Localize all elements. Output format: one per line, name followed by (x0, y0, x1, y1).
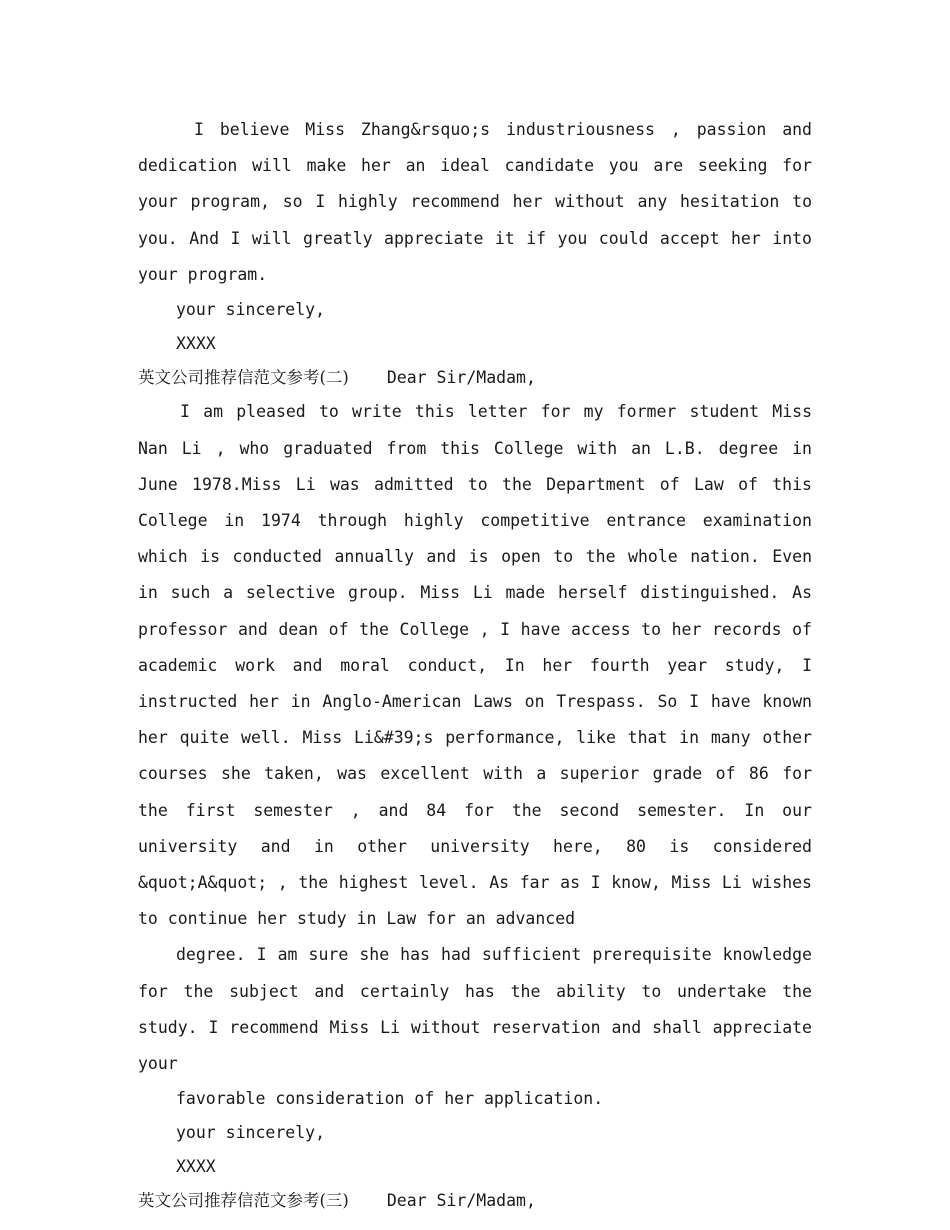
section2-paragraph1: I am pleased to write this letter for my former student Miss Nan Li , who graduated from this College with an L.B. degree in June 1978.Miss Li was admitted to the Department of Law of this College in 1974 through highly competitive entrance examination which is conducted annually and is open to the whole nation. Even in such a selective group. Miss Li made herself distinguished. As professor and dean of the College , I have access to her records of academic work and moral conduct, In her fourth year study, I instructed her in Anglo-American Laws on Trespass. So I have known her quite well. Miss Li&#39;s performance, like that in many other courses she taken, was excellent with a superior grade of 86 for the first semester , and 84 for the second semester. In our university and in other university here, 80 is considered &quot;A&quot; , the highest level. As far as I know, Miss Li wishes to continue her study in Law for an advanced (138, 402, 812, 929)
section2-closing: your sincerely, (176, 1123, 326, 1143)
section2-signature: XXXX (176, 1156, 216, 1176)
section2-heading (138, 361, 812, 395)
section2-paragraph2: degree. I am sure she has had sufficient prerequisite knowledge for the subject and certainly has the ability to undertake the study. I recommend Miss Li without reservation and shall appreciate your (138, 945, 812, 1074)
letter1-paragraph: I believe Miss Zhang&rsquo;s industriousness , passion and dedication will make her an ideal candidate you are seeking for your program, so I highly recommend her without any hesitation to you. And I will greatly appreciate it if you could accept her into your program. (138, 120, 812, 284)
section2-paragraph3: favorable consideration of her application. (176, 1089, 604, 1109)
section2-title: 英文公司推荐信范文参考(二) (138, 367, 349, 387)
section2-salutation: Dear Sir/Madam, (386, 367, 536, 387)
document-page (138, 112, 812, 1217)
letter1-closing: your sincerely, (176, 300, 326, 320)
section3-salutation: Dear Sir/Madam, (386, 1190, 536, 1210)
section3-heading (138, 1184, 812, 1218)
letter1-signature: XXXX (176, 333, 216, 353)
section3-title: 英文公司推荐信范文参考(三) (138, 1190, 349, 1210)
